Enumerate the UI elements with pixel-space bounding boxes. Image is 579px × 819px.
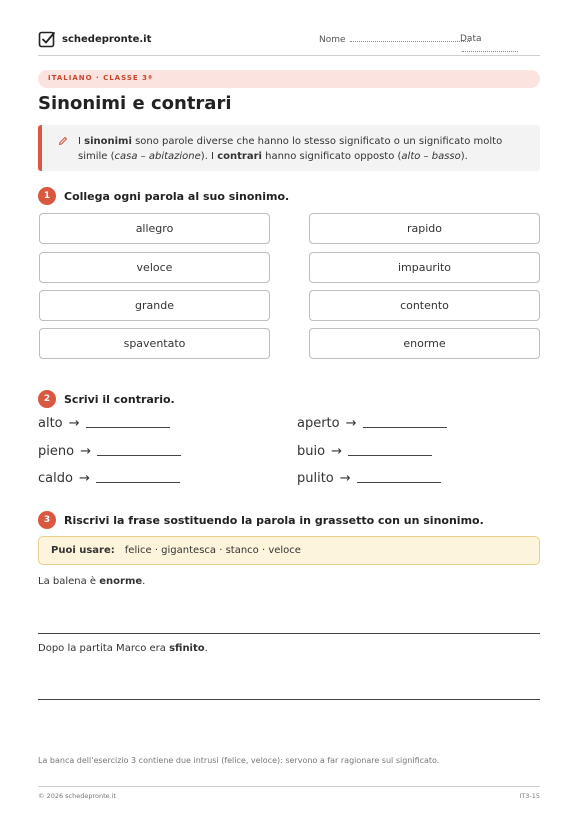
word-bank — [38, 536, 540, 565]
answer-blank[interactable] — [348, 455, 432, 456]
arrow-icon: → — [80, 444, 91, 459]
section-number: 3 — [38, 511, 56, 529]
opposite-word: aperto — [297, 416, 340, 431]
definition-note — [38, 125, 540, 171]
page-footer — [38, 786, 540, 806]
page-title: Sinonimi e contrari — [38, 93, 232, 114]
opposite-item — [38, 471, 180, 486]
subject-bar — [38, 70, 540, 88]
pencil-icon — [58, 136, 68, 146]
match-left-word[interactable]: veloce — [39, 252, 270, 283]
opposite-word: buio — [297, 444, 326, 459]
arrow-icon: → — [68, 416, 80, 431]
match-right-word[interactable]: enorme — [309, 328, 540, 359]
answer-blank[interactable] — [357, 482, 441, 483]
arrow-icon: → — [339, 471, 351, 486]
term-sinonimi: sinonimi — [84, 136, 132, 147]
opposite-item — [297, 471, 441, 486]
section-2-header — [38, 390, 175, 408]
date-field[interactable] — [460, 34, 540, 55]
brand-name: schedepronte.it — [62, 33, 152, 45]
teacher-footnote: La banca dell'esercizio 3 contiene due intrusi (felice, veloce): servono a far ragionare sul significato. — [38, 756, 440, 765]
opposite-item — [38, 444, 181, 459]
section-number: 1 — [38, 187, 56, 205]
opposite-word: pulito — [297, 471, 334, 486]
example-sinonimi: casa – abitazione — [114, 151, 201, 162]
section-number: 2 — [38, 390, 56, 408]
answer-line[interactable] — [38, 633, 540, 634]
bold-word: sfinito — [169, 643, 205, 654]
answer-blank[interactable] — [96, 482, 180, 483]
checkbox-logo-icon — [38, 30, 56, 48]
date-label: Data — [460, 34, 482, 44]
arrow-icon: → — [78, 471, 90, 486]
section-3-header — [38, 511, 484, 529]
subject-label: ITALIANO · CLASSE 3ª — [48, 74, 153, 82]
answer-blank[interactable] — [363, 427, 447, 428]
sheet-code: IT3-15 — [519, 792, 540, 800]
match-left-word[interactable]: allegro — [39, 213, 270, 244]
name-field[interactable] — [319, 34, 470, 45]
copyright: © 2026 schedepronte.it — [38, 792, 117, 800]
sentence-1: La balena è enorme. — [38, 576, 146, 587]
sentence-2: Dopo la partita Marco era sfinito. — [38, 643, 208, 654]
match-right-word[interactable]: rapido — [309, 213, 540, 244]
bold-word: enorme — [99, 576, 143, 587]
brand-logo — [38, 30, 151, 48]
name-label: Nome — [319, 35, 346, 45]
match-left-word[interactable]: spaventato — [39, 328, 270, 359]
answer-blank[interactable] — [86, 427, 170, 428]
name-blank[interactable] — [350, 34, 470, 42]
section-title: Scrivi il contrario. — [64, 392, 175, 406]
match-left-word[interactable]: grande — [39, 290, 270, 321]
word-bank-label: Puoi usare: — [51, 545, 115, 556]
opposite-word: alto — [38, 416, 63, 431]
section-title: Collega ogni parola al suo sinonimo. — [64, 189, 290, 203]
opposite-word: pieno — [38, 444, 75, 459]
match-right-word[interactable]: impaurito — [309, 252, 540, 283]
answer-blank[interactable] — [97, 455, 181, 456]
term-contrari: contrari — [217, 151, 262, 162]
answer-line[interactable] — [38, 699, 540, 700]
opposite-item — [297, 444, 432, 459]
date-blank[interactable] — [462, 44, 518, 52]
page-header — [38, 30, 540, 56]
match-right-word[interactable]: contento — [309, 290, 540, 321]
section-1-header — [38, 187, 289, 205]
example-contrari: alto – basso — [401, 151, 461, 162]
section-title: Riscrivi la frase sostituendo la parola in grassetto con un sinonimo. — [64, 513, 484, 527]
arrow-icon: → — [331, 444, 342, 459]
word-bank-words: felice · gigantesca · stanco · veloce — [124, 545, 301, 556]
opposite-item — [38, 416, 170, 431]
note-text: I sinonimi sono parole diverse che hanno lo stesso significato o un significato molto simile (casa – abitazione). I contrari hanno significato opposto (alto – basso). — [78, 136, 503, 162]
opposite-word: caldo — [38, 471, 73, 486]
opposite-item — [297, 416, 447, 431]
arrow-icon: → — [345, 416, 357, 431]
